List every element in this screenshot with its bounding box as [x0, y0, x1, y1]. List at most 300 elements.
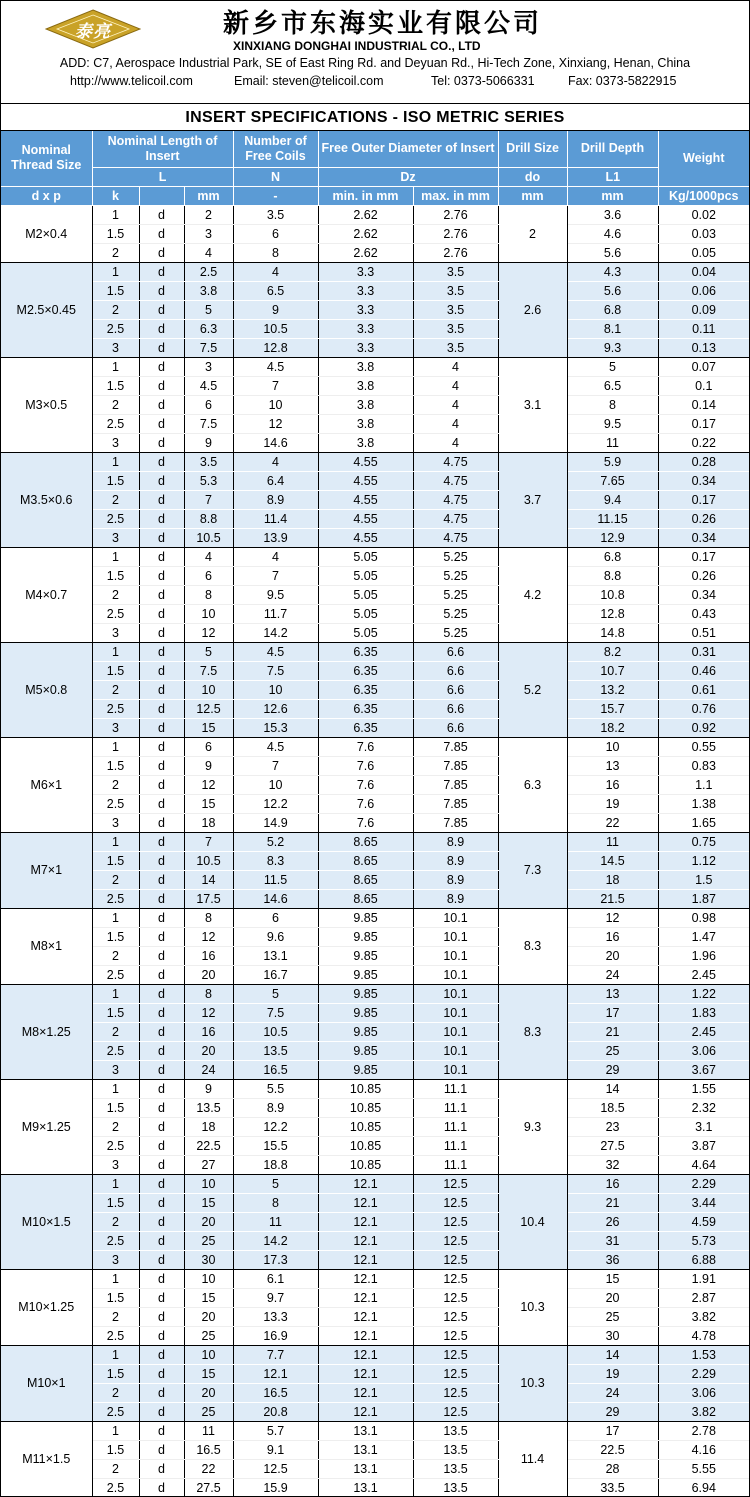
length-cell: 2.5	[184, 262, 233, 281]
length-cell: 15	[184, 1364, 233, 1383]
d-cell: d	[139, 1079, 184, 1098]
coils-cell: 11	[233, 1212, 318, 1231]
max-diameter-cell: 3.5	[413, 338, 498, 357]
weight-cell: 3.06	[658, 1041, 749, 1060]
coils-cell: 12.1	[233, 1364, 318, 1383]
min-diameter-cell: 10.85	[318, 1155, 413, 1174]
drill-depth-cell: 6.8	[567, 547, 658, 566]
max-diameter-cell: 12.5	[413, 1326, 498, 1345]
table-row	[1, 1155, 749, 1174]
k-cell: 3	[92, 528, 139, 547]
table-row	[1, 1212, 749, 1231]
min-diameter-cell: 6.35	[318, 680, 413, 699]
drill-depth-cell: 5.6	[567, 281, 658, 300]
page-title: INSERT SPECIFICATIONS - ISO METRIC SERIES	[1, 104, 749, 131]
d-cell: d	[139, 395, 184, 414]
max-diameter-cell: 4.75	[413, 490, 498, 509]
coils-cell: 16.5	[233, 1060, 318, 1079]
k-cell: 1	[92, 357, 139, 376]
drill-depth-cell: 29	[567, 1402, 658, 1421]
header-outer-diameter: Free Outer Diameter of Insert	[318, 131, 498, 167]
table-row	[1, 1250, 749, 1269]
table-row	[1, 756, 749, 775]
weight-cell: 1.96	[658, 946, 749, 965]
max-diameter-cell: 4	[413, 433, 498, 452]
coils-cell: 14.6	[233, 433, 318, 452]
coils-cell: 12.5	[233, 1459, 318, 1478]
drill-size-cell: 10.3	[498, 1269, 567, 1345]
table-row	[1, 680, 749, 699]
drill-depth-cell: 30	[567, 1326, 658, 1345]
d-cell: d	[139, 1288, 184, 1307]
weight-cell: 0.04	[658, 262, 749, 281]
k-cell: 1.5	[92, 566, 139, 585]
table-row	[1, 1364, 749, 1383]
k-cell: 2.5	[92, 319, 139, 338]
length-cell: 7	[184, 832, 233, 851]
length-cell: 10.5	[184, 851, 233, 870]
table-row	[1, 1402, 749, 1421]
unit-max: max. in mm	[413, 186, 498, 205]
length-cell: 3	[184, 357, 233, 376]
k-cell: 2	[92, 1459, 139, 1478]
header-weight: Weight	[658, 131, 749, 186]
min-diameter-cell: 9.85	[318, 946, 413, 965]
max-diameter-cell: 10.1	[413, 1060, 498, 1079]
min-diameter-cell: 12.1	[318, 1174, 413, 1193]
max-diameter-cell: 10.1	[413, 984, 498, 1003]
drill-depth-cell: 17	[567, 1421, 658, 1440]
max-diameter-cell: 2.76	[413, 243, 498, 262]
k-cell: 2.5	[92, 699, 139, 718]
weight-cell: 0.28	[658, 452, 749, 471]
k-cell: 2.5	[92, 604, 139, 623]
table-row	[1, 794, 749, 813]
length-cell: 27	[184, 1155, 233, 1174]
length-cell: 10	[184, 1269, 233, 1288]
k-cell: 3	[92, 1250, 139, 1269]
drill-depth-cell: 33.5	[567, 1478, 658, 1497]
min-diameter-cell: 3.3	[318, 338, 413, 357]
min-diameter-cell: 12.1	[318, 1231, 413, 1250]
table-row	[1, 1060, 749, 1079]
coils-cell: 10.5	[233, 1022, 318, 1041]
header-nominal-length: Nominal Length of Insert	[92, 131, 233, 167]
d-cell: d	[139, 452, 184, 471]
d-cell: d	[139, 433, 184, 452]
k-cell: 1.5	[92, 851, 139, 870]
table-row	[1, 1345, 749, 1364]
table-row	[1, 699, 749, 718]
min-diameter-cell: 12.1	[318, 1326, 413, 1345]
d-cell: d	[139, 946, 184, 965]
email-contact[interactable]: Email: steven@telicoil.com	[234, 74, 384, 88]
company-logo	[45, 9, 141, 49]
coils-cell: 14.9	[233, 813, 318, 832]
length-cell: 15	[184, 1288, 233, 1307]
drill-depth-cell: 10.7	[567, 661, 658, 680]
weight-cell: 0.07	[658, 357, 749, 376]
coils-cell: 11.4	[233, 509, 318, 528]
weight-cell: 0.92	[658, 718, 749, 737]
length-cell: 6.3	[184, 319, 233, 338]
k-cell: 2	[92, 300, 139, 319]
max-diameter-cell: 13.5	[413, 1478, 498, 1497]
d-cell: d	[139, 205, 184, 224]
k-cell: 1.5	[92, 1193, 139, 1212]
min-diameter-cell: 10.85	[318, 1117, 413, 1136]
d-cell: d	[139, 1155, 184, 1174]
table-row	[1, 1231, 749, 1250]
drill-depth-cell: 14	[567, 1345, 658, 1364]
drill-depth-cell: 11.15	[567, 509, 658, 528]
coils-cell: 7	[233, 566, 318, 585]
table-row	[1, 832, 749, 851]
d-cell: d	[139, 851, 184, 870]
k-cell: 1	[92, 984, 139, 1003]
min-diameter-cell: 3.3	[318, 300, 413, 319]
min-diameter-cell: 7.6	[318, 813, 413, 832]
weight-cell: 3.44	[658, 1193, 749, 1212]
unit-mm: mm	[567, 186, 658, 205]
unit-mm: mm	[498, 186, 567, 205]
company-address: ADD: C7, Aerospace Industrial Park, SE of East Ring Rd. and Deyuan Rd., Hi-Tech Zone, Xinxiang, Henan, China	[59, 56, 691, 70]
min-diameter-cell: 4.55	[318, 528, 413, 547]
min-diameter-cell: 6.35	[318, 699, 413, 718]
d-cell: d	[139, 623, 184, 642]
max-diameter-cell: 12.5	[413, 1193, 498, 1212]
drill-depth-cell: 22	[567, 813, 658, 832]
weight-cell: 0.75	[658, 832, 749, 851]
min-diameter-cell: 4.55	[318, 509, 413, 528]
table-row	[1, 300, 749, 319]
k-cell: 2	[92, 775, 139, 794]
drill-depth-cell: 15	[567, 1269, 658, 1288]
length-cell: 3.8	[184, 281, 233, 300]
max-diameter-cell: 11.1	[413, 1117, 498, 1136]
min-diameter-cell: 13.1	[318, 1459, 413, 1478]
drill-depth-cell: 9.3	[567, 338, 658, 357]
coils-cell: 5.5	[233, 1079, 318, 1098]
drill-depth-cell: 22.5	[567, 1440, 658, 1459]
drill-depth-cell: 13	[567, 984, 658, 1003]
drill-depth-cell: 12	[567, 908, 658, 927]
drill-depth-cell: 24	[567, 965, 658, 984]
k-cell: 1.5	[92, 661, 139, 680]
max-diameter-cell: 3.5	[413, 319, 498, 338]
d-cell: d	[139, 1022, 184, 1041]
length-cell: 7	[184, 490, 233, 509]
max-diameter-cell: 7.85	[413, 813, 498, 832]
unit-dxp: d x p	[1, 186, 92, 205]
thread-size-cell: M2.5×0.45	[1, 262, 92, 357]
table-row	[1, 1459, 749, 1478]
drill-depth-cell: 26	[567, 1212, 658, 1231]
coils-cell: 4	[233, 547, 318, 566]
company-header	[1, 1, 749, 104]
thread-size-cell: M8×1.25	[1, 984, 92, 1079]
weight-cell: 4.64	[658, 1155, 749, 1174]
weight-cell: 1.83	[658, 1003, 749, 1022]
length-cell: 11	[184, 1421, 233, 1440]
thread-size-cell: M10×1	[1, 1345, 92, 1421]
table-row	[1, 376, 749, 395]
min-diameter-cell: 8.65	[318, 832, 413, 851]
max-diameter-cell: 4	[413, 357, 498, 376]
length-cell: 6	[184, 566, 233, 585]
table-row	[1, 775, 749, 794]
max-diameter-cell: 4	[413, 376, 498, 395]
d-cell: d	[139, 1136, 184, 1155]
coils-cell: 4.5	[233, 642, 318, 661]
d-cell: d	[139, 281, 184, 300]
table-row	[1, 1003, 749, 1022]
weight-cell: 0.83	[658, 756, 749, 775]
max-diameter-cell: 6.6	[413, 642, 498, 661]
coils-cell: 15.3	[233, 718, 318, 737]
min-diameter-cell: 12.1	[318, 1383, 413, 1402]
coils-cell: 8.9	[233, 1098, 318, 1117]
max-diameter-cell: 12.5	[413, 1212, 498, 1231]
table-row	[1, 1117, 749, 1136]
weight-cell: 0.17	[658, 490, 749, 509]
unit-kg: Kg/1000pcs	[658, 186, 749, 205]
min-diameter-cell: 2.62	[318, 224, 413, 243]
length-cell: 6	[184, 395, 233, 414]
header-symbol-l1: L1	[567, 167, 658, 186]
drill-size-cell: 4.2	[498, 547, 567, 642]
d-cell: d	[139, 1307, 184, 1326]
max-diameter-cell: 11.1	[413, 1155, 498, 1174]
drill-size-cell: 6.3	[498, 737, 567, 832]
drill-depth-cell: 11	[567, 433, 658, 452]
length-cell: 30	[184, 1250, 233, 1269]
drill-depth-cell: 25	[567, 1041, 658, 1060]
table-row	[1, 889, 749, 908]
k-cell: 1	[92, 1174, 139, 1193]
d-cell: d	[139, 1060, 184, 1079]
coils-cell: 6.5	[233, 281, 318, 300]
coils-cell: 5.2	[233, 832, 318, 851]
min-diameter-cell: 3.8	[318, 395, 413, 414]
max-diameter-cell: 5.25	[413, 566, 498, 585]
drill-depth-cell: 12.9	[567, 528, 658, 547]
length-cell: 15	[184, 1193, 233, 1212]
min-diameter-cell: 12.1	[318, 1364, 413, 1383]
d-cell: d	[139, 604, 184, 623]
weight-cell: 0.1	[658, 376, 749, 395]
length-cell: 15	[184, 718, 233, 737]
thread-size-cell: M10×1.25	[1, 1269, 92, 1345]
d-cell: d	[139, 357, 184, 376]
coils-cell: 7.7	[233, 1345, 318, 1364]
coils-cell: 13.9	[233, 528, 318, 547]
weight-cell: 2.29	[658, 1364, 749, 1383]
length-cell: 16	[184, 946, 233, 965]
drill-depth-cell: 14	[567, 1079, 658, 1098]
table-row	[1, 547, 749, 566]
thread-size-cell: M9×1.25	[1, 1079, 92, 1174]
d-cell: d	[139, 889, 184, 908]
weight-cell: 1.53	[658, 1345, 749, 1364]
d-cell: d	[139, 585, 184, 604]
table-row	[1, 281, 749, 300]
coils-cell: 5.7	[233, 1421, 318, 1440]
max-diameter-cell: 5.25	[413, 547, 498, 566]
max-diameter-cell: 7.85	[413, 775, 498, 794]
max-diameter-cell: 13.5	[413, 1440, 498, 1459]
d-cell: d	[139, 1269, 184, 1288]
max-diameter-cell: 10.1	[413, 1041, 498, 1060]
weight-cell: 1.22	[658, 984, 749, 1003]
length-cell: 10	[184, 680, 233, 699]
table-row	[1, 528, 749, 547]
length-cell: 18	[184, 813, 233, 832]
d-cell: d	[139, 509, 184, 528]
table-row	[1, 813, 749, 832]
table-row	[1, 1326, 749, 1345]
min-diameter-cell: 4.55	[318, 471, 413, 490]
k-cell: 3	[92, 433, 139, 452]
weight-cell: 0.17	[658, 547, 749, 566]
coils-cell: 4	[233, 452, 318, 471]
table-row	[1, 433, 749, 452]
weight-cell: 5.73	[658, 1231, 749, 1250]
spec-table	[1, 131, 749, 1497]
d-cell: d	[139, 528, 184, 547]
website-link[interactable]: http://www.telicoil.com	[70, 74, 193, 88]
max-diameter-cell: 5.25	[413, 623, 498, 642]
length-cell: 22	[184, 1459, 233, 1478]
k-cell: 3	[92, 1155, 139, 1174]
max-diameter-cell: 12.5	[413, 1288, 498, 1307]
table-row	[1, 1440, 749, 1459]
min-diameter-cell: 9.85	[318, 908, 413, 927]
weight-cell: 1.38	[658, 794, 749, 813]
min-diameter-cell: 10.85	[318, 1079, 413, 1098]
drill-depth-cell: 8.2	[567, 642, 658, 661]
max-diameter-cell: 10.1	[413, 908, 498, 927]
max-diameter-cell: 6.6	[413, 661, 498, 680]
min-diameter-cell: 12.1	[318, 1288, 413, 1307]
min-diameter-cell: 12.1	[318, 1402, 413, 1421]
d-cell: d	[139, 1326, 184, 1345]
drill-depth-cell: 4.3	[567, 262, 658, 281]
max-diameter-cell: 4.75	[413, 452, 498, 471]
max-diameter-cell: 13.5	[413, 1421, 498, 1440]
weight-cell: 0.46	[658, 661, 749, 680]
table-row	[1, 946, 749, 965]
min-diameter-cell: 5.05	[318, 585, 413, 604]
table-row	[1, 1136, 749, 1155]
table-row	[1, 319, 749, 338]
min-diameter-cell: 12.1	[318, 1269, 413, 1288]
header-free-coils: Number of Free Coils	[233, 131, 318, 167]
weight-cell: 3.1	[658, 1117, 749, 1136]
k-cell: 1.5	[92, 224, 139, 243]
coils-cell: 12.8	[233, 338, 318, 357]
drill-size-cell: 8.3	[498, 984, 567, 1079]
table-row	[1, 1478, 749, 1497]
min-diameter-cell: 2.62	[318, 243, 413, 262]
header-thread-size: Nominal Thread Size	[1, 131, 92, 186]
unit-blank	[139, 186, 184, 205]
spec-table-body	[1, 205, 749, 1497]
k-cell: 2.5	[92, 1326, 139, 1345]
length-cell: 25	[184, 1326, 233, 1345]
weight-cell: 4.59	[658, 1212, 749, 1231]
weight-cell: 0.17	[658, 414, 749, 433]
length-cell: 8.8	[184, 509, 233, 528]
coils-cell: 12	[233, 414, 318, 433]
length-cell: 17.5	[184, 889, 233, 908]
d-cell: d	[139, 262, 184, 281]
weight-cell: 3.87	[658, 1136, 749, 1155]
coils-cell: 16.5	[233, 1383, 318, 1402]
weight-cell: 2.78	[658, 1421, 749, 1440]
coils-cell: 8	[233, 1193, 318, 1212]
coils-cell: 13.1	[233, 946, 318, 965]
d-cell: d	[139, 1117, 184, 1136]
length-cell: 9	[184, 433, 233, 452]
weight-cell: 0.61	[658, 680, 749, 699]
drill-depth-cell: 19	[567, 1364, 658, 1383]
length-cell: 16	[184, 1022, 233, 1041]
max-diameter-cell: 6.6	[413, 680, 498, 699]
length-cell: 10	[184, 604, 233, 623]
length-cell: 7.5	[184, 661, 233, 680]
weight-cell: 1.55	[658, 1079, 749, 1098]
length-cell: 12.5	[184, 699, 233, 718]
drill-depth-cell: 17	[567, 1003, 658, 1022]
d-cell: d	[139, 1041, 184, 1060]
table-row	[1, 1421, 749, 1440]
min-diameter-cell: 9.85	[318, 1041, 413, 1060]
drill-depth-cell: 6.8	[567, 300, 658, 319]
weight-cell: 6.88	[658, 1250, 749, 1269]
max-diameter-cell: 10.1	[413, 1003, 498, 1022]
thread-size-cell: M4×0.7	[1, 547, 92, 642]
k-cell: 2	[92, 490, 139, 509]
k-cell: 2.5	[92, 509, 139, 528]
weight-cell: 2.32	[658, 1098, 749, 1117]
length-cell: 14	[184, 870, 233, 889]
length-cell: 15	[184, 794, 233, 813]
k-cell: 3	[92, 813, 139, 832]
table-row	[1, 471, 749, 490]
k-cell: 1.5	[92, 1098, 139, 1117]
coils-cell: 5	[233, 984, 318, 1003]
d-cell: d	[139, 870, 184, 889]
drill-depth-cell: 10.8	[567, 585, 658, 604]
k-cell: 1.5	[92, 1288, 139, 1307]
length-cell: 9	[184, 1079, 233, 1098]
max-diameter-cell: 7.85	[413, 756, 498, 775]
max-diameter-cell: 6.6	[413, 699, 498, 718]
d-cell: d	[139, 908, 184, 927]
coils-cell: 14.2	[233, 623, 318, 642]
drill-depth-cell: 9.4	[567, 490, 658, 509]
table-row	[1, 1079, 749, 1098]
k-cell: 2.5	[92, 965, 139, 984]
coils-cell: 7	[233, 756, 318, 775]
k-cell: 2	[92, 1022, 139, 1041]
max-diameter-cell: 11.1	[413, 1079, 498, 1098]
coils-cell: 9	[233, 300, 318, 319]
unit-mm: mm	[184, 186, 233, 205]
d-cell: d	[139, 965, 184, 984]
coils-cell: 9.7	[233, 1288, 318, 1307]
